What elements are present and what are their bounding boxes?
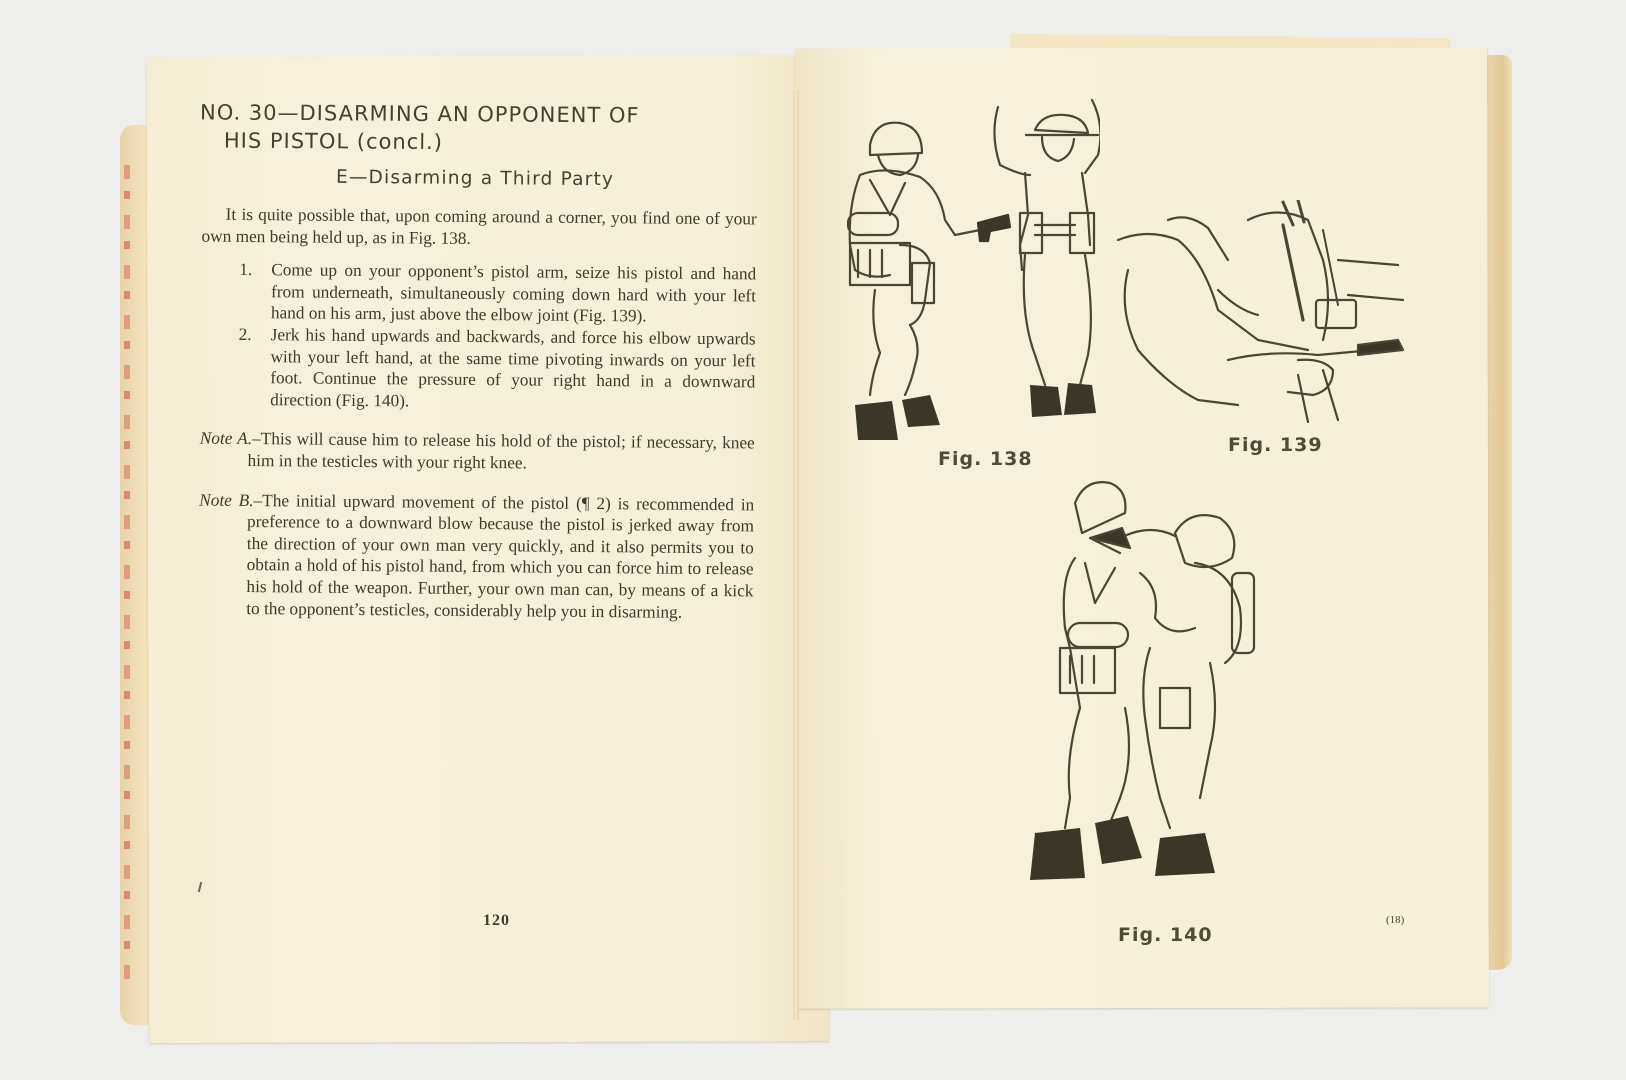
signature-mark: (18) — [1386, 914, 1405, 926]
note-a — [199, 428, 754, 476]
note-label: Note A. — [199, 428, 253, 449]
step-item — [238, 324, 756, 415]
book-gutter — [793, 90, 799, 1020]
step-number: 1. — [239, 260, 253, 280]
figure-140-illustration — [1010, 478, 1300, 918]
step-number: 2. — [238, 324, 252, 344]
note-b — [198, 489, 754, 623]
section-title: E—Disarming a Third Party — [335, 166, 615, 191]
figure-138-caption: Fig. 138 — [938, 448, 1033, 470]
body-text — [198, 204, 757, 624]
step-text: Come up on your opponent’s pistol arm, seize his pistol and hand from underneath, simultaneously coming down hard with your left hand on his arm, just above the elbow joint (Fig. 139). — [270, 260, 757, 326]
note-text: –This will cause him to release his hold of the pistol; if necessary, knee him in the testicles with your right knee. — [247, 429, 755, 473]
step-text: Jerk his hand upwards and backwards, and force his elbow upwards with your left hand, at the same time pivoting inwards on your left foot. Continue the pressure of your right hand in a downward direction (Fig. 140). — [270, 325, 756, 411]
figure-140-caption: Fig. 140 — [1118, 924, 1213, 946]
figure-138-illustration — [830, 95, 1100, 455]
steps-list — [200, 259, 756, 415]
heading-line-1: NO. 30—DISARMING AN OPPONENT OF — [200, 100, 640, 128]
chapter-heading — [200, 98, 670, 157]
heading-line-2: HIS PISTOL (concl.) — [223, 128, 444, 155]
note-label: Note B. — [199, 490, 254, 510]
page-number: 120 — [483, 912, 510, 929]
red-edge-stain — [124, 165, 130, 985]
intro-paragraph: It is quite possible that, upon coming around a corner, you find one of your own men being held up, as in Fig. 138. — [201, 204, 757, 248]
figure-139-illustration — [1108, 200, 1408, 430]
note-text: –The initial upward movement of the pistol (¶ 2) is recommended in preference to a downward blow because the pistol is jerked away from the direction of your own man very quickly, and it also permits you to obtain a hold of his pistol hand, from which you can force him to release his hold of the weapon. Further, your own man can, by means of a kick to the opponent’s testicles, considerably help you in disarming. — [246, 490, 755, 622]
figure-139-caption: Fig. 139 — [1228, 434, 1323, 456]
step-item — [239, 259, 757, 328]
